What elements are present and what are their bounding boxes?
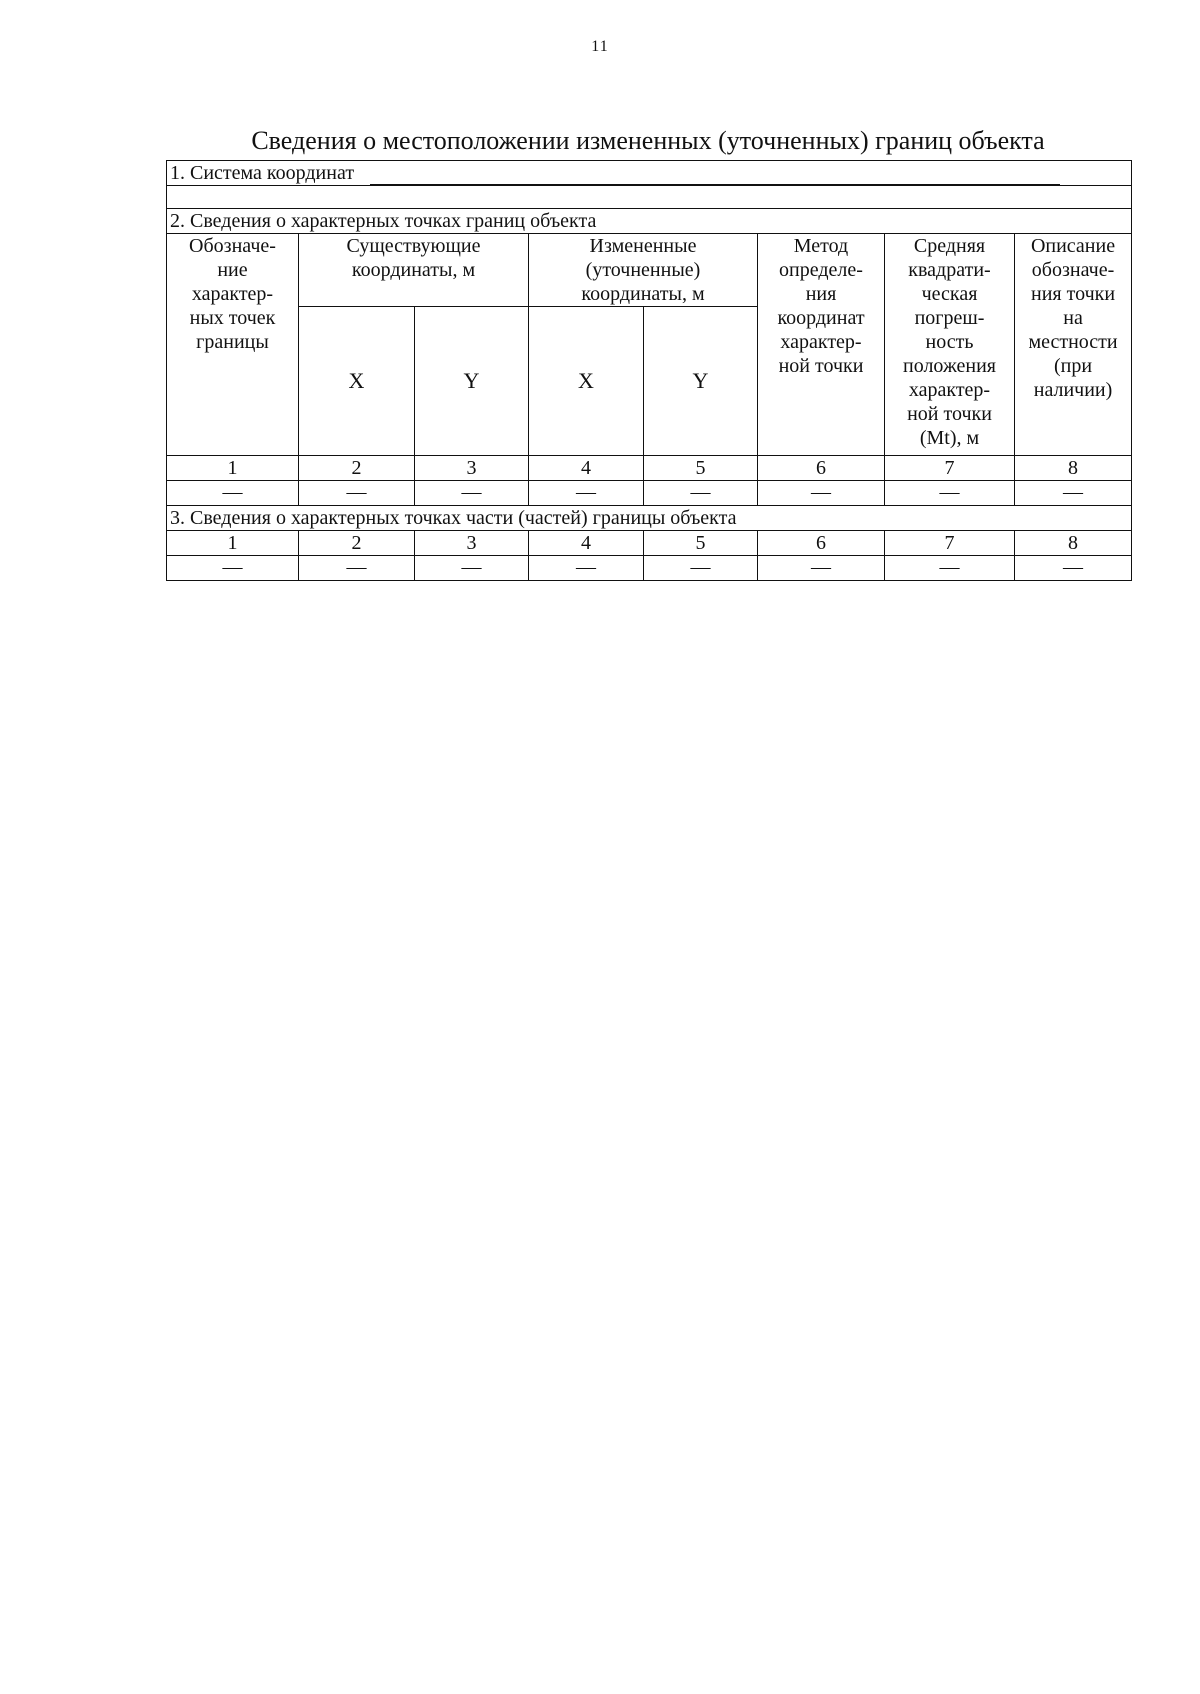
header-existing-y: Y — [415, 307, 529, 456]
column-number: 1 — [167, 531, 299, 556]
table-row — [167, 556, 1132, 581]
section2-column-numbers-row — [167, 456, 1132, 481]
section2-heading-row — [167, 209, 1132, 234]
column-number: 7 — [885, 456, 1015, 481]
column-number: 4 — [529, 456, 644, 481]
column-number: 3 — [415, 531, 529, 556]
column-number: 3 — [415, 456, 529, 481]
column-number: 5 — [644, 456, 758, 481]
coordinate-system-blank-row — [167, 186, 1132, 209]
coordinate-system-label: 1. Система координат — [170, 162, 355, 184]
table-cell: — — [167, 481, 299, 506]
column-number: 5 — [644, 531, 758, 556]
column-number: 6 — [758, 456, 885, 481]
header-existing-coordinates: Существующие координаты, м — [299, 234, 529, 307]
header-existing-x: X — [299, 307, 415, 456]
header-changed-y: Y — [644, 307, 758, 456]
table-cell: — — [1015, 556, 1132, 581]
table-cell: — — [885, 556, 1015, 581]
table-cell: — — [529, 481, 644, 506]
column-number: 4 — [529, 531, 644, 556]
table-cell: — — [758, 556, 885, 581]
table-cell: — — [529, 556, 644, 581]
section3-heading: 3. Сведения о характерных точках части (частей) границы объекта — [167, 506, 1132, 531]
table-cell: — — [885, 481, 1015, 506]
column-number: 7 — [885, 531, 1015, 556]
boundary-points-table — [166, 160, 1132, 581]
column-number: 2 — [299, 531, 415, 556]
header-changed-x: X — [529, 307, 644, 456]
document-title: Сведения о местоположении измененных (уточненных) границ объекта — [251, 126, 1045, 155]
table-cell: — — [167, 556, 299, 581]
section2-heading: 2. Сведения о характерных точках границ объекта — [167, 209, 1132, 234]
table-cell: — — [299, 556, 415, 581]
header-point-description: Описание обозначе- ния точки на местности (при наличии) — [1015, 234, 1132, 456]
header-point-designation: Обозначе- ние характер- ных точек границы — [167, 234, 299, 456]
column-number: 2 — [299, 456, 415, 481]
column-number: 8 — [1015, 531, 1132, 556]
table-cell: — — [415, 556, 529, 581]
section2-header-row-top — [167, 234, 1132, 307]
table-cell: — — [758, 481, 885, 506]
page-number: 11 — [591, 38, 609, 55]
column-number: 1 — [167, 456, 299, 481]
header-method: Метод определе- ния координат характер- ной точки — [758, 234, 885, 456]
table-cell: — — [415, 481, 529, 506]
column-number: 8 — [1015, 456, 1132, 481]
column-number: 6 — [758, 531, 885, 556]
table-cell: — — [299, 481, 415, 506]
section3-column-numbers-row — [167, 531, 1132, 556]
table-cell: — — [644, 481, 758, 506]
table-cell: — — [1015, 481, 1132, 506]
coordinate-system-blank-cell — [167, 186, 1132, 209]
coordinate-system-fill-line — [370, 168, 1060, 185]
section3-heading-row — [167, 506, 1132, 531]
coordinate-system-row — [167, 161, 1132, 186]
header-changed-coordinates: Измененные (уточненные) координаты, м — [529, 234, 758, 307]
header-mean-square-error: Средняя квадрати- ческая погреш- ность положения характер- ной точки (Mt), м — [885, 234, 1015, 456]
coordinate-system-cell — [167, 161, 1132, 186]
table-row — [167, 481, 1132, 506]
table-cell: — — [644, 556, 758, 581]
